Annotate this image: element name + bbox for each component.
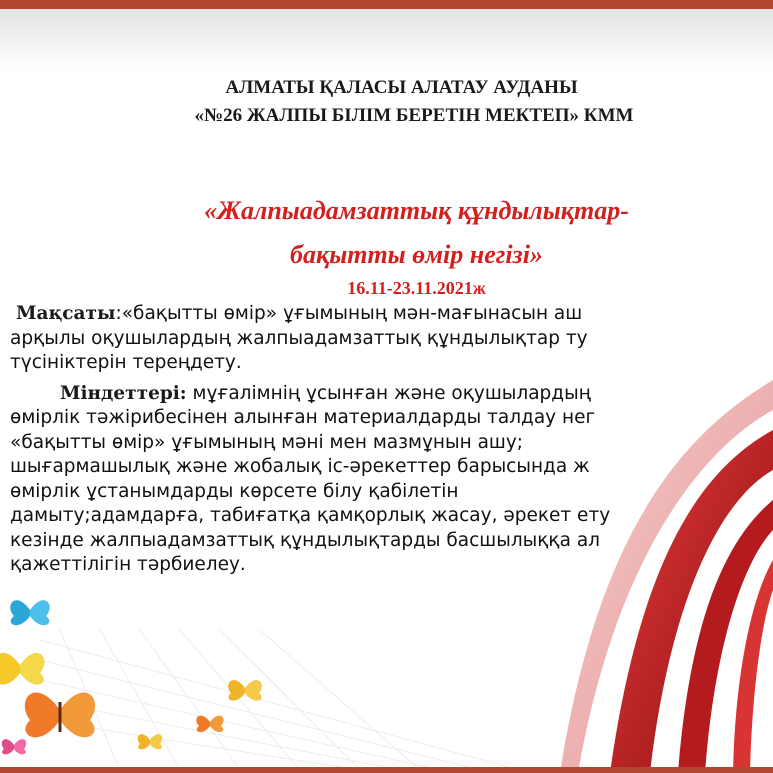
school-district-heading: АЛМАТЫ ҚАЛАСЫ АЛАТАУ АУДАНЫ — [225, 77, 578, 98]
tasks-line-7: кезінде жалпыадамзаттық құндылықтарды басшылыққа ал — [10, 529, 600, 551]
event-title-line1: «Жалпыадамзаттық құндылықтар- — [204, 196, 629, 225]
event-title-line2: бақытты өмір негізі» — [290, 240, 543, 269]
bottom-border — [0, 767, 773, 773]
butterfly-icon — [10, 600, 49, 625]
goal-paragraph — [10, 302, 773, 376]
goal-label: Мақсаты — [16, 303, 116, 324]
goal-line-1: :«бақытты өмір» ұғымының мән-мағынасын аш — [115, 303, 583, 324]
event-dates: 16.11-23.11.2021ж — [347, 278, 486, 298]
tasks-line-5: өмірлік ұстанымдарды көрсете білу қабілетін — [10, 480, 459, 502]
tasks-line-1: мұғалімнің ұсынған және оқушылардың — [186, 382, 591, 404]
description-block — [10, 302, 773, 578]
tasks-line-2: өмірлік тәжірибесінен алынған материалдарды талдау нег — [10, 407, 596, 428]
tasks-line-3: «бақытты өмір» ұғымының мәні мен мазмұнын ашу; — [10, 431, 524, 453]
tasks-paragraph — [10, 382, 773, 578]
butterfly-icon — [25, 692, 95, 737]
butterfly-icon — [2, 739, 26, 754]
tasks-line-4: шығармашылық және жобалық іс-әрекеттер барысында ж — [10, 456, 590, 477]
goal-line-2: арқылы оқушылардың жалпыадамзаттық құндылықтар ту — [10, 327, 588, 349]
tasks-label: Міндеттері: — [60, 382, 187, 404]
tasks-line-6: дамыту;адамдарға, табиғатқа қамқорлық жасау, әрекет ету — [10, 505, 611, 526]
goal-line-3: түсініктерін тереңдету. — [10, 352, 242, 373]
butterfly-icon — [228, 680, 262, 701]
butterfly-icon — [0, 653, 44, 685]
grid-pattern — [40, 630, 520, 770]
tasks-line-8: қажеттілігін тәрбиелеу. — [10, 554, 246, 575]
school-name-heading: «№26 ЖАЛПЫ БІЛІМ БЕРЕТІН МЕКТЕП» КММ — [194, 105, 634, 126]
butterfly-icon — [138, 734, 162, 749]
